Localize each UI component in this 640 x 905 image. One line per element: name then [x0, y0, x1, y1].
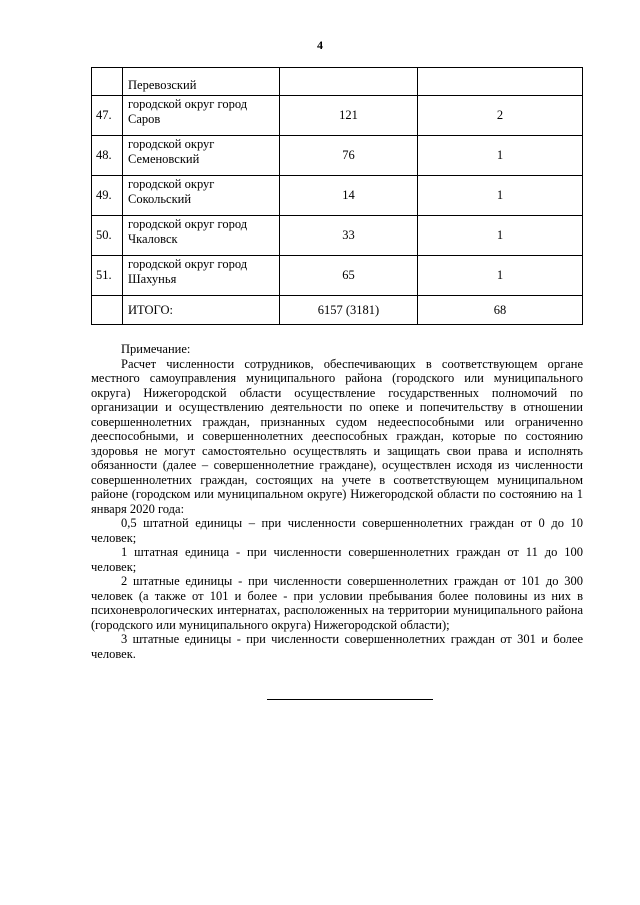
municipality-name: городской округ город Чкаловск	[123, 216, 280, 256]
note-paragraph: 0,5 штатной единицы – при численности совершеннолетних граждан от 0 до 10 человек;	[91, 516, 583, 545]
note-heading: Примечание:	[121, 342, 191, 356]
page-number: 4	[317, 38, 323, 52]
row-number: 48.	[92, 136, 123, 176]
units-value: 2	[418, 96, 583, 136]
table-row	[92, 176, 583, 216]
staff-count-value: 121	[280, 96, 418, 136]
table-row	[92, 136, 583, 176]
table-row	[92, 68, 583, 96]
row-number: 50.	[92, 216, 123, 256]
note-section	[91, 342, 583, 661]
note-paragraph: 2 штатные единицы - при численности совершеннолетних граждан от 101 до 300 человек (а также от 101 и более - при условии пребывания более половины из них в психоневрологических интернатах, расположенных на территории муниципального района (городского или муниципального округа) Нижегородской области);	[91, 574, 583, 632]
units-value: 1	[418, 176, 583, 216]
units-value	[418, 68, 583, 96]
units-value: 68	[418, 296, 583, 325]
table-row	[92, 96, 583, 136]
municipality-name: городской округ город Саров	[123, 96, 280, 136]
staff-table	[91, 67, 583, 325]
municipality-name: городской округ Семеновский	[123, 136, 280, 176]
table-total-row	[92, 296, 583, 325]
closing-line	[267, 699, 433, 700]
units-value: 1	[418, 216, 583, 256]
staff-count-value: 14	[280, 176, 418, 216]
row-number: 47.	[92, 96, 123, 136]
staff-count-value: 6157 (3181)	[280, 296, 418, 325]
row-number: 51.	[92, 256, 123, 296]
row-number: 49.	[92, 176, 123, 216]
note-paragraph: Расчет численности сотрудников, обеспечивающих в соответствующем органе местного самоуправления муниципального района (городского или муниципального округа) Нижегородской области осуществление государственных полномочий по организации и осуществлению деятельности по опеке и попечительству в отношении совершеннолетних граждан, признанных судом недееспособными или ограниченно дееспособными, и совершеннолетних дееспособных граждан, которые по состоянию здоровья не могут самостоятельно осуществлять и защищать свои права и исполнять обязанности (далее – совершеннолетние граждане), осуществлен исходя из численности совершеннолетних граждан, состоящих на учете в соответствующем муниципальном районе (городском или муниципальном округе) Нижегородской области по состоянию на 1 января 2020 года:	[91, 356, 583, 516]
units-value: 1	[418, 136, 583, 176]
staff-count-value: 33	[280, 216, 418, 256]
table-row	[92, 216, 583, 256]
municipality-name: городской округ Сокольский	[123, 176, 280, 216]
note-paragraph: 1 штатная единица - при численности совершеннолетних граждан от 11 до 100 человек;	[91, 545, 583, 574]
municipality-name: городской округ город Шахунья	[123, 256, 280, 296]
municipality-name: Перевозский	[123, 68, 280, 96]
municipality-name: ИТОГО:	[123, 296, 280, 325]
row-number	[92, 296, 123, 325]
row-number	[92, 68, 123, 96]
staff-count-value: 76	[280, 136, 418, 176]
table-row	[92, 256, 583, 296]
note-paragraph: 3 штатные единицы - при численности совершеннолетних граждан от 301 и более человек.	[91, 632, 583, 661]
staff-count-value: 65	[280, 256, 418, 296]
units-value: 1	[418, 256, 583, 296]
staff-count-value	[280, 68, 418, 96]
